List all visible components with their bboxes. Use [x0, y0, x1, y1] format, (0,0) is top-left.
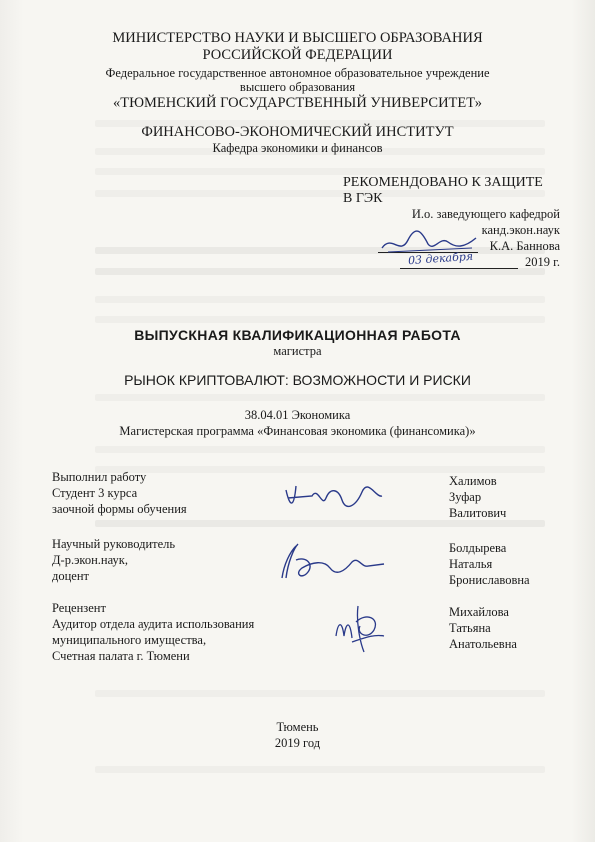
supervisor-label-2: Д-р.экон.наук,: [52, 553, 128, 567]
approval-heading: РЕКОМЕНДОВАНО К ЗАЩИТЕ: [343, 175, 543, 190]
bleed-through: [95, 520, 545, 527]
bleed-through: [95, 690, 545, 697]
department-name: Кафедра экономики и финансов: [212, 141, 383, 155]
city: Тюмень: [276, 720, 319, 734]
supervisor-patronymic: Брониславовна: [449, 573, 530, 587]
bleed-through: [95, 766, 545, 773]
bleed-through: [95, 268, 545, 275]
supervisor-label-3: доцент: [52, 569, 89, 583]
approver-signature: [378, 226, 488, 258]
approval-heading-2: В ГЭК: [343, 191, 383, 206]
handwritten-date: 03 декабря: [407, 249, 474, 268]
ministry-line-2: РОССИЙСКОЙ ФЕДЕРАЦИИ: [202, 47, 393, 63]
supervisor-surname: Болдырева: [449, 541, 507, 555]
reviewer-label-1: Рецензент: [52, 601, 106, 615]
bleed-through: [95, 316, 545, 323]
author-label-1: Выполнил работу: [52, 470, 147, 484]
date-line: [400, 268, 518, 269]
bleed-through: [95, 296, 545, 303]
thesis-type: ВЫПУСКНАЯ КВАЛИФИКАЦИОННАЯ РАБОТА: [134, 327, 461, 343]
author-label-2: Студент 3 курса: [52, 486, 138, 500]
author-surname: Халимов: [449, 474, 497, 488]
reviewer-patronymic: Анатольевна: [449, 637, 517, 651]
reviewer-label-2: Аудитор отдела аудита использования: [52, 617, 255, 631]
year: 2019 год: [274, 736, 321, 750]
reviewer-label-4: Счетная палата г. Тюмени: [52, 649, 190, 663]
reviewer-signature: [330, 592, 390, 656]
institution-line-2: высшего образования: [239, 80, 356, 94]
reviewer-label-3: муниципального имущества,: [52, 633, 207, 647]
approver-role: И.о. заведующего кафедрой: [411, 207, 560, 221]
author-label-3: заочной формы обучения: [52, 502, 187, 516]
institute-name: ФИНАНСОВО-ЭКОНОМИЧЕСКИЙ ИНСТИТУТ: [141, 124, 454, 140]
institution-line-1: Федеральное государственное автономное образовательное учреждение: [105, 66, 490, 80]
bleed-through: [95, 394, 545, 401]
program-name: Магистерская программа «Финансовая экономика (финансомика)»: [119, 424, 476, 438]
author-patronymic: Валитович: [449, 506, 507, 520]
thesis-degree: магистра: [273, 344, 322, 358]
supervisor-signature: [272, 538, 392, 588]
approver-degree: канд.экон.наук: [481, 223, 560, 237]
reviewer-surname: Михайлова: [449, 605, 509, 619]
bleed-through: [95, 446, 545, 453]
thesis-topic: РЫНОК КРИПТОВАЛЮТ: ВОЗМОЖНОСТИ И РИСКИ: [124, 372, 471, 388]
specialty-code: 38.04.01 Экономика: [244, 408, 351, 422]
reviewer-first-name: Татьяна: [449, 621, 491, 635]
bleed-through: [95, 168, 545, 175]
approver-name: К.А. Баннова: [489, 239, 560, 253]
author-signature: [278, 478, 388, 518]
university-name: «ТЮМЕНСКИЙ ГОСУДАРСТВЕННЫЙ УНИВЕРСИТЕТ»: [112, 95, 482, 111]
supervisor-label-1: Научный руководитель: [52, 537, 176, 551]
supervisor-first-name: Наталья: [449, 557, 493, 571]
ministry-line-1: МИНИСТЕРСТВО НАУКИ И ВЫСШЕГО ОБРАЗОВАНИЯ: [112, 30, 483, 46]
approval-year: 2019 г.: [525, 255, 560, 269]
bleed-through: [95, 466, 545, 473]
bleed-through: [95, 190, 545, 197]
author-first-name: Зуфар: [449, 490, 482, 504]
